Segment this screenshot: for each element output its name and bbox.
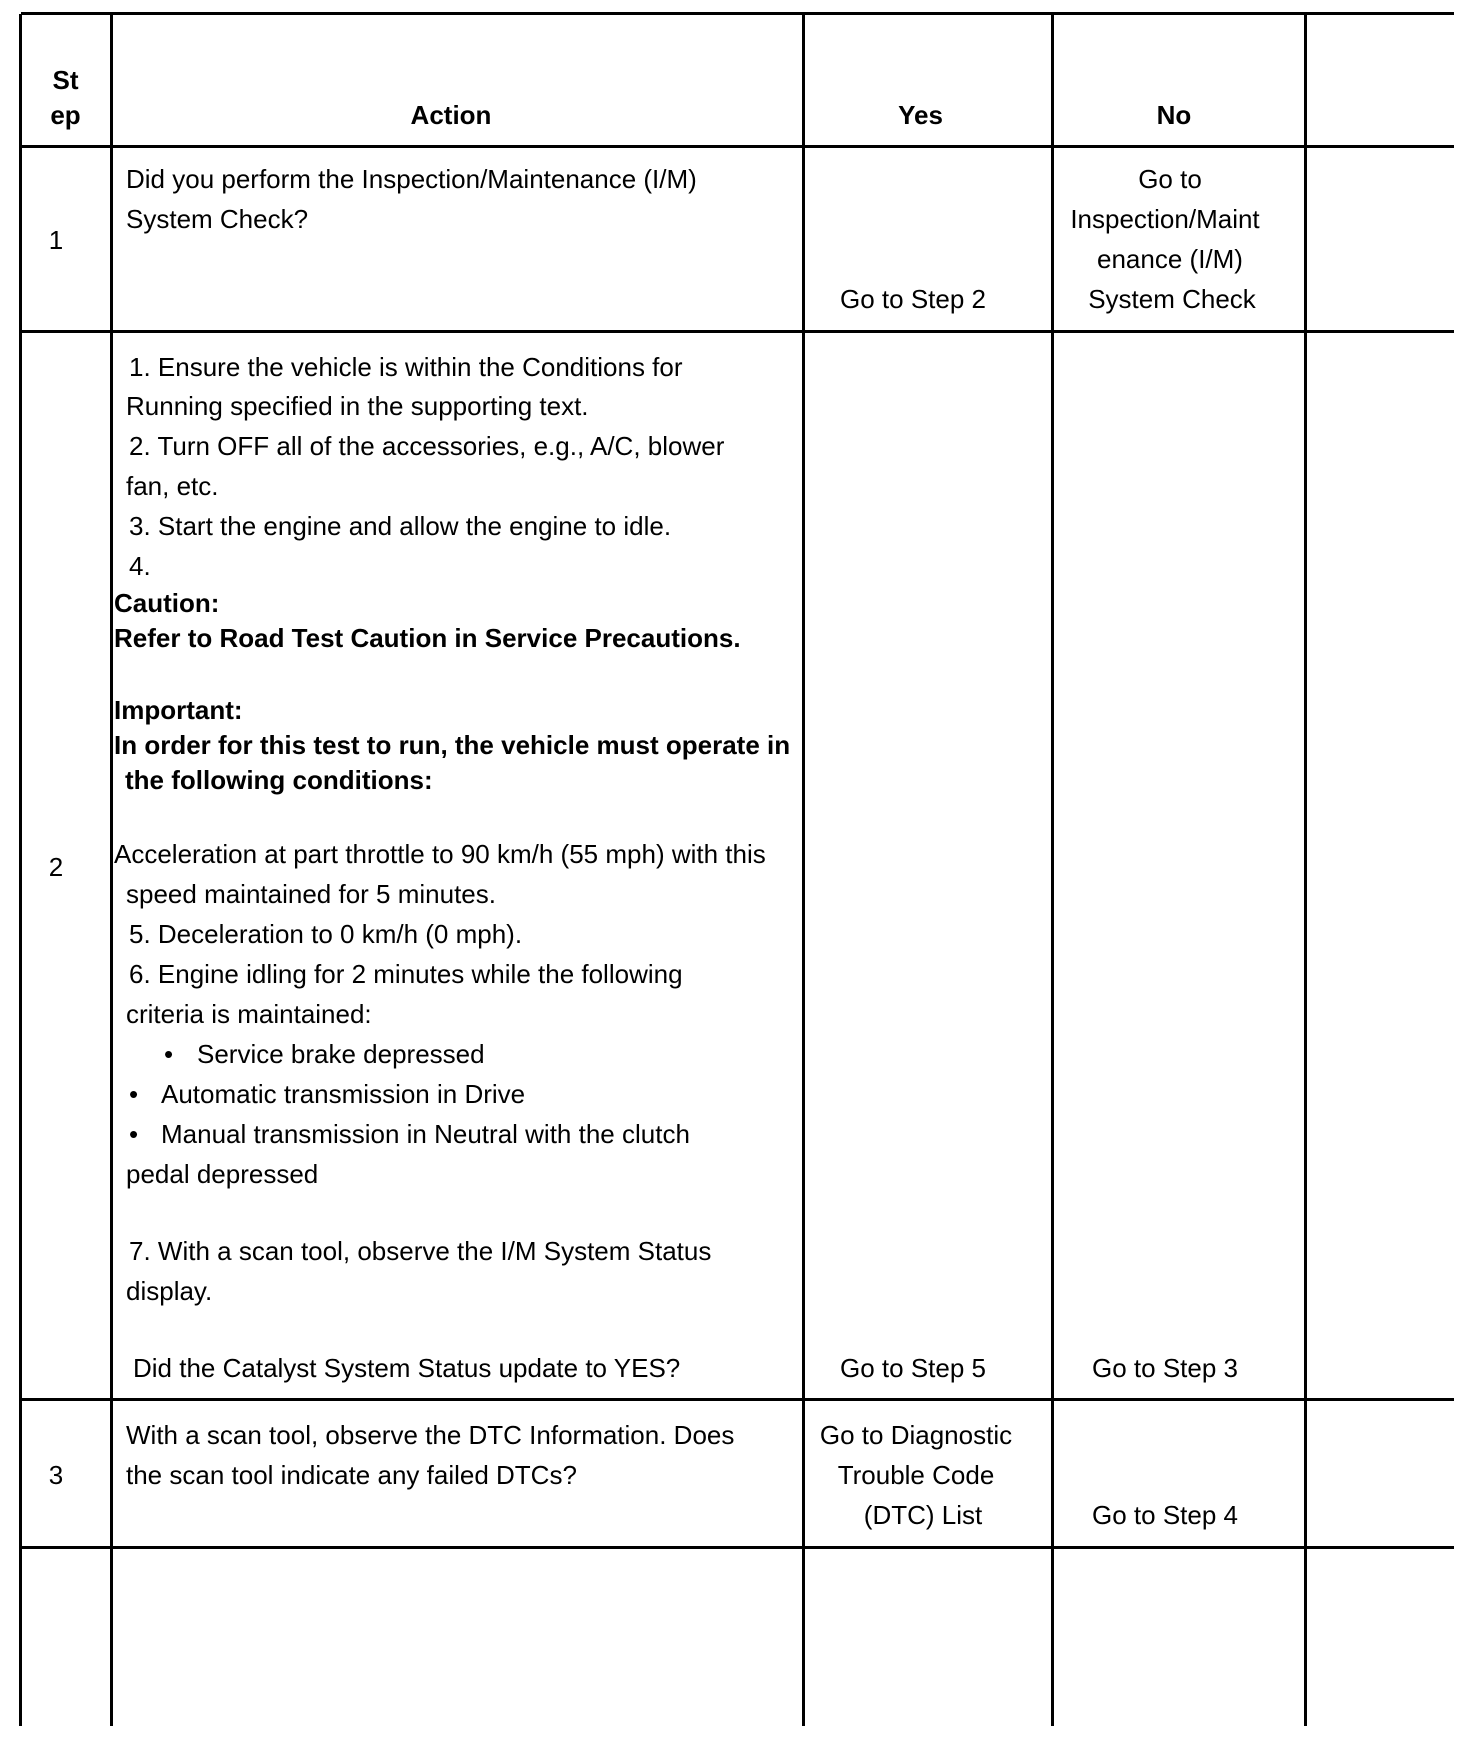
important-text: the following conditions: xyxy=(125,765,433,795)
header-step-line2: ep xyxy=(50,100,81,130)
row2-item: 3. Start the engine and allow the engine to idle. xyxy=(129,511,672,541)
row1-action-line: System Check? xyxy=(126,204,309,234)
row3-no: Go to Step 4 xyxy=(1092,1500,1238,1530)
row2-bullet: Service brake depressed xyxy=(197,1039,485,1069)
table-border-bottom xyxy=(21,1546,1454,1549)
row1-no-line: enance (I/M) xyxy=(1097,244,1243,274)
table-border-top xyxy=(21,12,1454,15)
row1-action-line: Did you perform the Inspection/Maintenance (I/M) xyxy=(126,164,697,194)
row2-item: fan, etc. xyxy=(126,471,219,501)
row2-step7: 7. With a scan tool, observe the I/M System Status xyxy=(129,1236,712,1266)
row1-yes: Go to Step 2 xyxy=(840,284,986,314)
row-divider-1 xyxy=(21,330,1454,333)
row2-item: 1. Ensure the vehicle is within the Conditions for xyxy=(129,352,683,382)
row-divider-2 xyxy=(21,1398,1454,1401)
row3-yes-line: Go to Diagnostic xyxy=(819,1420,1013,1450)
row2-item: 2. Turn OFF all of the accessories, e.g., A/C, blower xyxy=(129,431,725,461)
caution-title: Caution: xyxy=(114,588,220,618)
row1-no-line: Inspection/Maint xyxy=(1070,204,1260,234)
row1-step: 1 xyxy=(48,225,64,255)
row1-no-line: Go to xyxy=(1138,164,1202,194)
row2-condition: criteria is maintained: xyxy=(126,999,372,1029)
header-step-line1: St xyxy=(52,65,79,95)
row2-condition: speed maintained for 5 minutes. xyxy=(126,879,496,909)
row2-condition: Acceleration at part throttle to 90 km/h (55 mph) with this xyxy=(114,839,766,869)
important-text: In order for this test to run, the vehicle must operate in xyxy=(114,730,791,760)
caution-text: Refer to Road Test Caution in Service Precautions. xyxy=(114,623,741,653)
row2-bullet-cont: pedal depressed xyxy=(126,1159,319,1189)
row2-step: 2 xyxy=(48,852,64,882)
important-title: Important: xyxy=(114,695,243,725)
row2-condition: 5. Deceleration to 0 km/h (0 mph). xyxy=(129,919,523,949)
row2-bullet: Manual transmission in Neutral with the clutch xyxy=(161,1119,690,1149)
bullet-icon: • xyxy=(164,1039,174,1069)
row3-action-line: With a scan tool, observe the DTC Information. Does xyxy=(126,1420,735,1450)
row3-yes-line: Trouble Code xyxy=(837,1460,995,1490)
row2-yes: Go to Step 5 xyxy=(840,1353,986,1383)
row2-step7: display. xyxy=(126,1276,213,1306)
row3-yes-line: (DTC) List xyxy=(863,1500,983,1530)
header-no: No xyxy=(1156,100,1192,130)
header-yes: Yes xyxy=(898,100,943,130)
row2-item: 4. xyxy=(129,551,151,581)
column-divider-step xyxy=(110,14,113,1726)
header-divider xyxy=(21,145,1454,148)
table-border-right xyxy=(1304,14,1307,1726)
header-action: Action xyxy=(410,100,492,130)
bullet-icon: • xyxy=(129,1119,139,1149)
row2-bullet: Automatic transmission in Drive xyxy=(161,1079,526,1109)
row3-step: 3 xyxy=(48,1460,64,1490)
row2-no: Go to Step 3 xyxy=(1092,1353,1238,1383)
row2-condition: 6. Engine idling for 2 minutes while the following xyxy=(129,959,683,989)
row2-question: Did the Catalyst System Status update to YES? xyxy=(133,1353,681,1383)
row3-action-line: the scan tool indicate any failed DTCs? xyxy=(126,1460,577,1490)
row1-no-line: System Check xyxy=(1088,284,1256,314)
bullet-icon: • xyxy=(129,1079,139,1109)
row2-item: Running specified in the supporting text. xyxy=(126,391,589,421)
